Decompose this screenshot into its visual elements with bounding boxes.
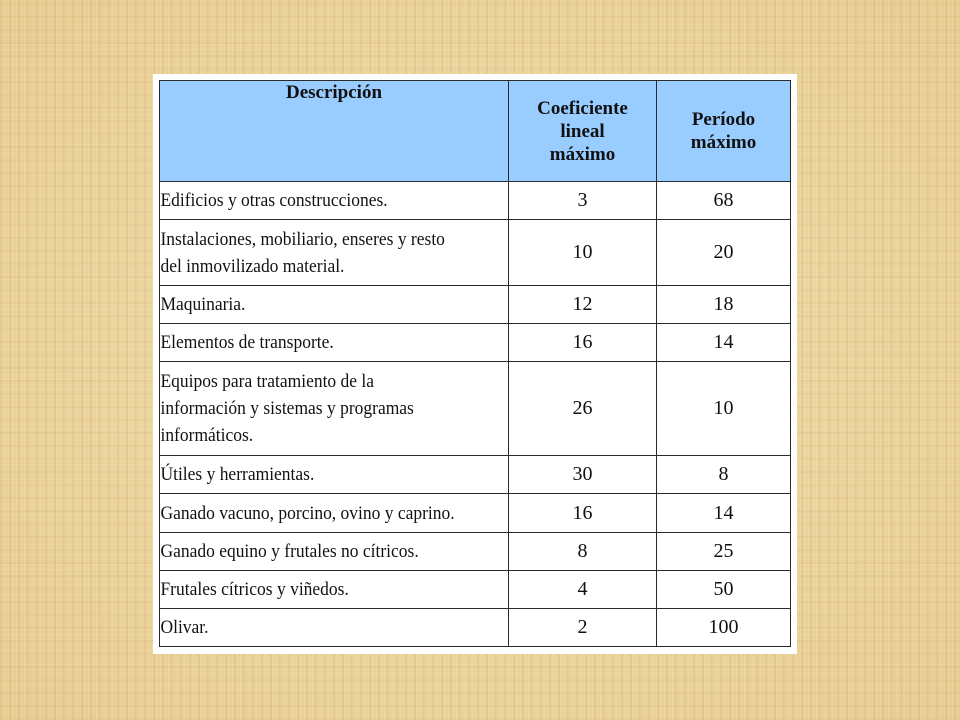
row-description: [160, 182, 481, 220]
row-description-line: informáticos.: [159, 425, 253, 446]
header-coefficient-line-1: Coeficiente: [537, 97, 628, 119]
row-description-line: Equipos para tratamiento de la: [159, 371, 374, 392]
row-coefficient: 3: [509, 182, 657, 220]
table-row: [160, 456, 791, 494]
row-coefficient: 2: [509, 609, 657, 647]
row-coefficient: 30: [509, 456, 657, 494]
table-row: [160, 286, 791, 324]
table-header-row: [160, 81, 791, 182]
row-coefficient: 8: [509, 533, 657, 571]
row-description: [160, 220, 481, 286]
row-description: [160, 324, 481, 362]
row-period: 14: [657, 324, 791, 362]
row-coefficient: 10: [509, 220, 657, 286]
row-coefficient: 26: [509, 362, 657, 456]
header-coefficient-line-2: lineal: [560, 120, 605, 142]
table-row: [160, 609, 791, 647]
table-row: [160, 533, 791, 571]
row-period: 8: [657, 456, 791, 494]
row-description-line: Ganado vacuno, porcino, ovino y caprino.: [159, 502, 455, 524]
table-row: [160, 182, 791, 220]
row-description: [160, 533, 481, 571]
row-period: 10: [657, 362, 791, 456]
row-description-line: del inmovilizado material.: [159, 255, 344, 277]
row-period: 25: [657, 533, 791, 571]
row-coefficient: 16: [509, 494, 657, 533]
row-period: 50: [657, 571, 791, 609]
header-description-label: Descripción: [285, 82, 383, 103]
row-coefficient: 12: [509, 286, 657, 324]
row-description-line: información y sistemas y programas: [159, 398, 414, 419]
table-row: [160, 220, 791, 286]
header-coefficient-line-3: máximo: [549, 143, 616, 165]
row-description-line: Olivar.: [159, 617, 209, 638]
table-row: [160, 324, 791, 362]
row-period: 100: [657, 609, 791, 647]
row-period: 68: [657, 182, 791, 220]
table-row: [160, 494, 791, 533]
row-description-line: Útiles y herramientas.: [159, 464, 314, 485]
header-period-line-1: Período: [691, 109, 756, 130]
row-description-line: Maquinaria.: [159, 294, 245, 315]
row-period: 20: [657, 220, 791, 286]
row-description: [160, 362, 481, 456]
table-row: [160, 571, 791, 609]
header-period-line-2: máximo: [690, 132, 757, 153]
row-description-line: Ganado equino y frutales no cítricos.: [159, 541, 419, 562]
row-description-line: Frutales cítricos y viñedos.: [159, 579, 349, 600]
row-period: 18: [657, 286, 791, 324]
table-sheet: [153, 74, 797, 654]
depreciation-table: [159, 80, 791, 647]
table-row: [160, 362, 791, 456]
row-description: [160, 609, 481, 647]
row-description: [160, 571, 481, 609]
header-coefficient: [509, 81, 657, 182]
row-description-line: Instalaciones, mobiliario, enseres y resto: [159, 228, 445, 250]
row-description-line: Edificios y otras construcciones.: [159, 190, 388, 211]
header-description: [160, 81, 509, 182]
row-description: [160, 286, 481, 324]
row-description: [160, 456, 481, 494]
row-description: [160, 494, 481, 533]
row-coefficient: 4: [509, 571, 657, 609]
header-period: [657, 81, 791, 182]
row-coefficient: 16: [509, 324, 657, 362]
row-period: 14: [657, 494, 791, 533]
row-description-line: Elementos de transporte.: [159, 332, 334, 353]
